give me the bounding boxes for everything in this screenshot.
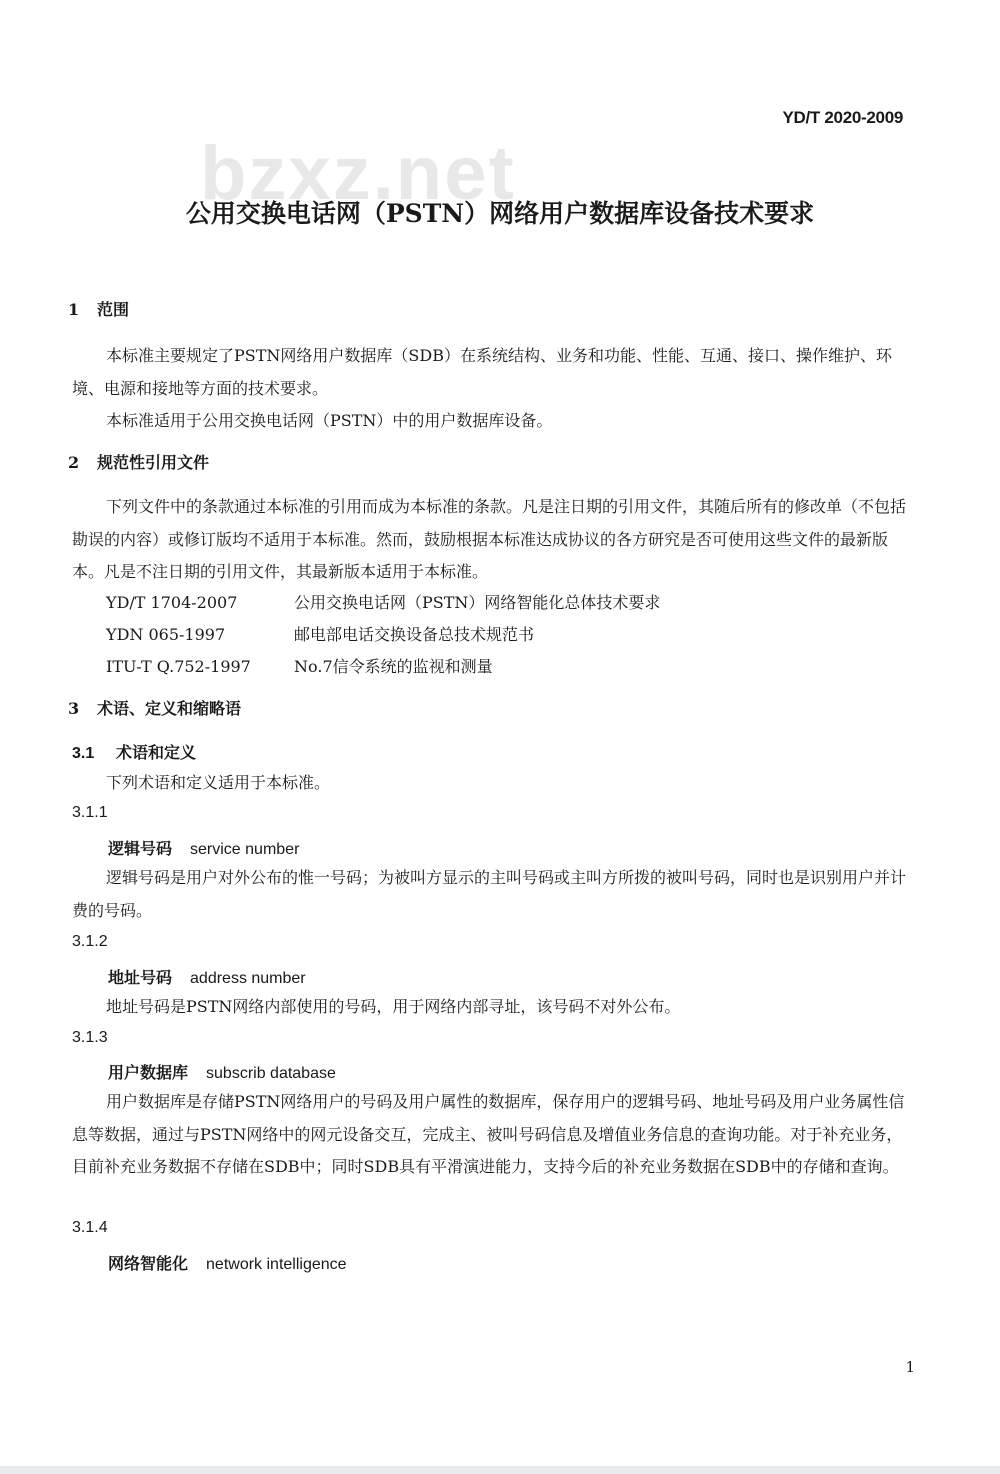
section-1-heading: 1 范围 — [68, 300, 130, 319]
section-3-1-intro: 下列术语和定义适用于本标准。 — [106, 773, 331, 792]
term-chinese: 地址号码 — [108, 968, 173, 987]
reference-row — [106, 590, 660, 613]
section-3-1-heading: 3.1 术语和定义 — [72, 743, 197, 762]
term-definition: 地址号码是PSTN网络内部使用的号码，用于网络内部寻址，该号码不对外公布。 — [106, 997, 681, 1016]
reference-title: No.7信令系统的监视和测量 — [294, 657, 493, 676]
term-english: address number — [190, 970, 306, 987]
term-english: network intelligence — [206, 1256, 347, 1273]
section-3-heading: 3 术语、定义和缩略语 — [68, 699, 242, 718]
clause-number: 3.1.3 — [72, 1029, 108, 1046]
term-chinese: 用户数据库 — [108, 1063, 189, 1082]
standard-number: YD/T 2020-2009 — [782, 108, 903, 127]
reference-code: ITU-T Q.752-1997 — [106, 657, 251, 676]
page-number: 1 — [905, 1358, 915, 1376]
reference-title: 公用交换电话网（PSTN）网络智能化总体技术要求 — [294, 593, 661, 612]
page-bottom-edge — [0, 1466, 1000, 1474]
term-chinese: 逻辑号码 — [108, 839, 173, 858]
reference-row — [106, 622, 534, 645]
reference-row — [106, 654, 493, 677]
term-heading — [108, 1251, 347, 1274]
reference-title: 邮电部电话交换设备总技术规范书 — [294, 625, 535, 644]
term-heading — [108, 1060, 336, 1083]
term-definition: 逻辑号码是用户对外公布的惟一号码；为被叫方显示的主叫号码或主叫方所拨的被叫号码，同时也是识别用户并计费的号码。 — [72, 868, 907, 920]
document-title: 公用交换电话网（PSTN）网络用户数据库设备技术要求 — [185, 199, 815, 228]
watermark: bzxz.net — [200, 131, 516, 216]
term-english: service number — [190, 841, 300, 858]
section-1-paragraph-1: 本标准主要规定了PSTN网络用户数据库（SDB）在系统结构、业务和功能、性能、互通、接口、操作维护、环境、电源和接地等方面的技术要求。 — [72, 346, 892, 398]
term-heading — [108, 965, 306, 988]
term-english: subscrib database — [206, 1065, 336, 1082]
term-chinese: 网络智能化 — [108, 1254, 189, 1273]
section-1-paragraph-2: 本标准适用于公用交换电话网（PSTN）中的用户数据库设备。 — [106, 411, 553, 430]
term-heading — [108, 836, 299, 859]
section-2-paragraph: 下列文件中的条款通过本标准的引用而成为本标准的条款。凡是注日期的引用文件，其随后所有的修改单（不包括勘误的内容）或修订版均不适用于本标准。然而，鼓励根据本标准达成协议的各方研究是否可使用这些文件的最新版本。凡是不注日期的引用文件，其最新版本适用于本标准。 — [72, 497, 907, 581]
term-definition: 用户数据库是存储PSTN网络用户的号码及用户属性的数据库，保存用户的逻辑号码、地址号码及用户业务属性信息等数据，通过与PSTN网络中的网元设备交互，完成主、被叫号码信息及增值业务信息的查询功能。对于补充业务，目前补充业务数据不存储在SDB中；同时SDB具有平滑演进能力，支持今后的补充业务数据在SDB中的存储和查询。 — [72, 1092, 905, 1176]
clause-number: 3.1.1 — [72, 804, 108, 821]
reference-code: YD/T 1704-2007 — [106, 593, 238, 612]
reference-code: YDN 065-1997 — [106, 625, 226, 644]
section-2-heading: 2 规范性引用文件 — [68, 453, 210, 472]
clause-number: 3.1.4 — [72, 1219, 108, 1236]
clause-number: 3.1.2 — [72, 933, 108, 950]
